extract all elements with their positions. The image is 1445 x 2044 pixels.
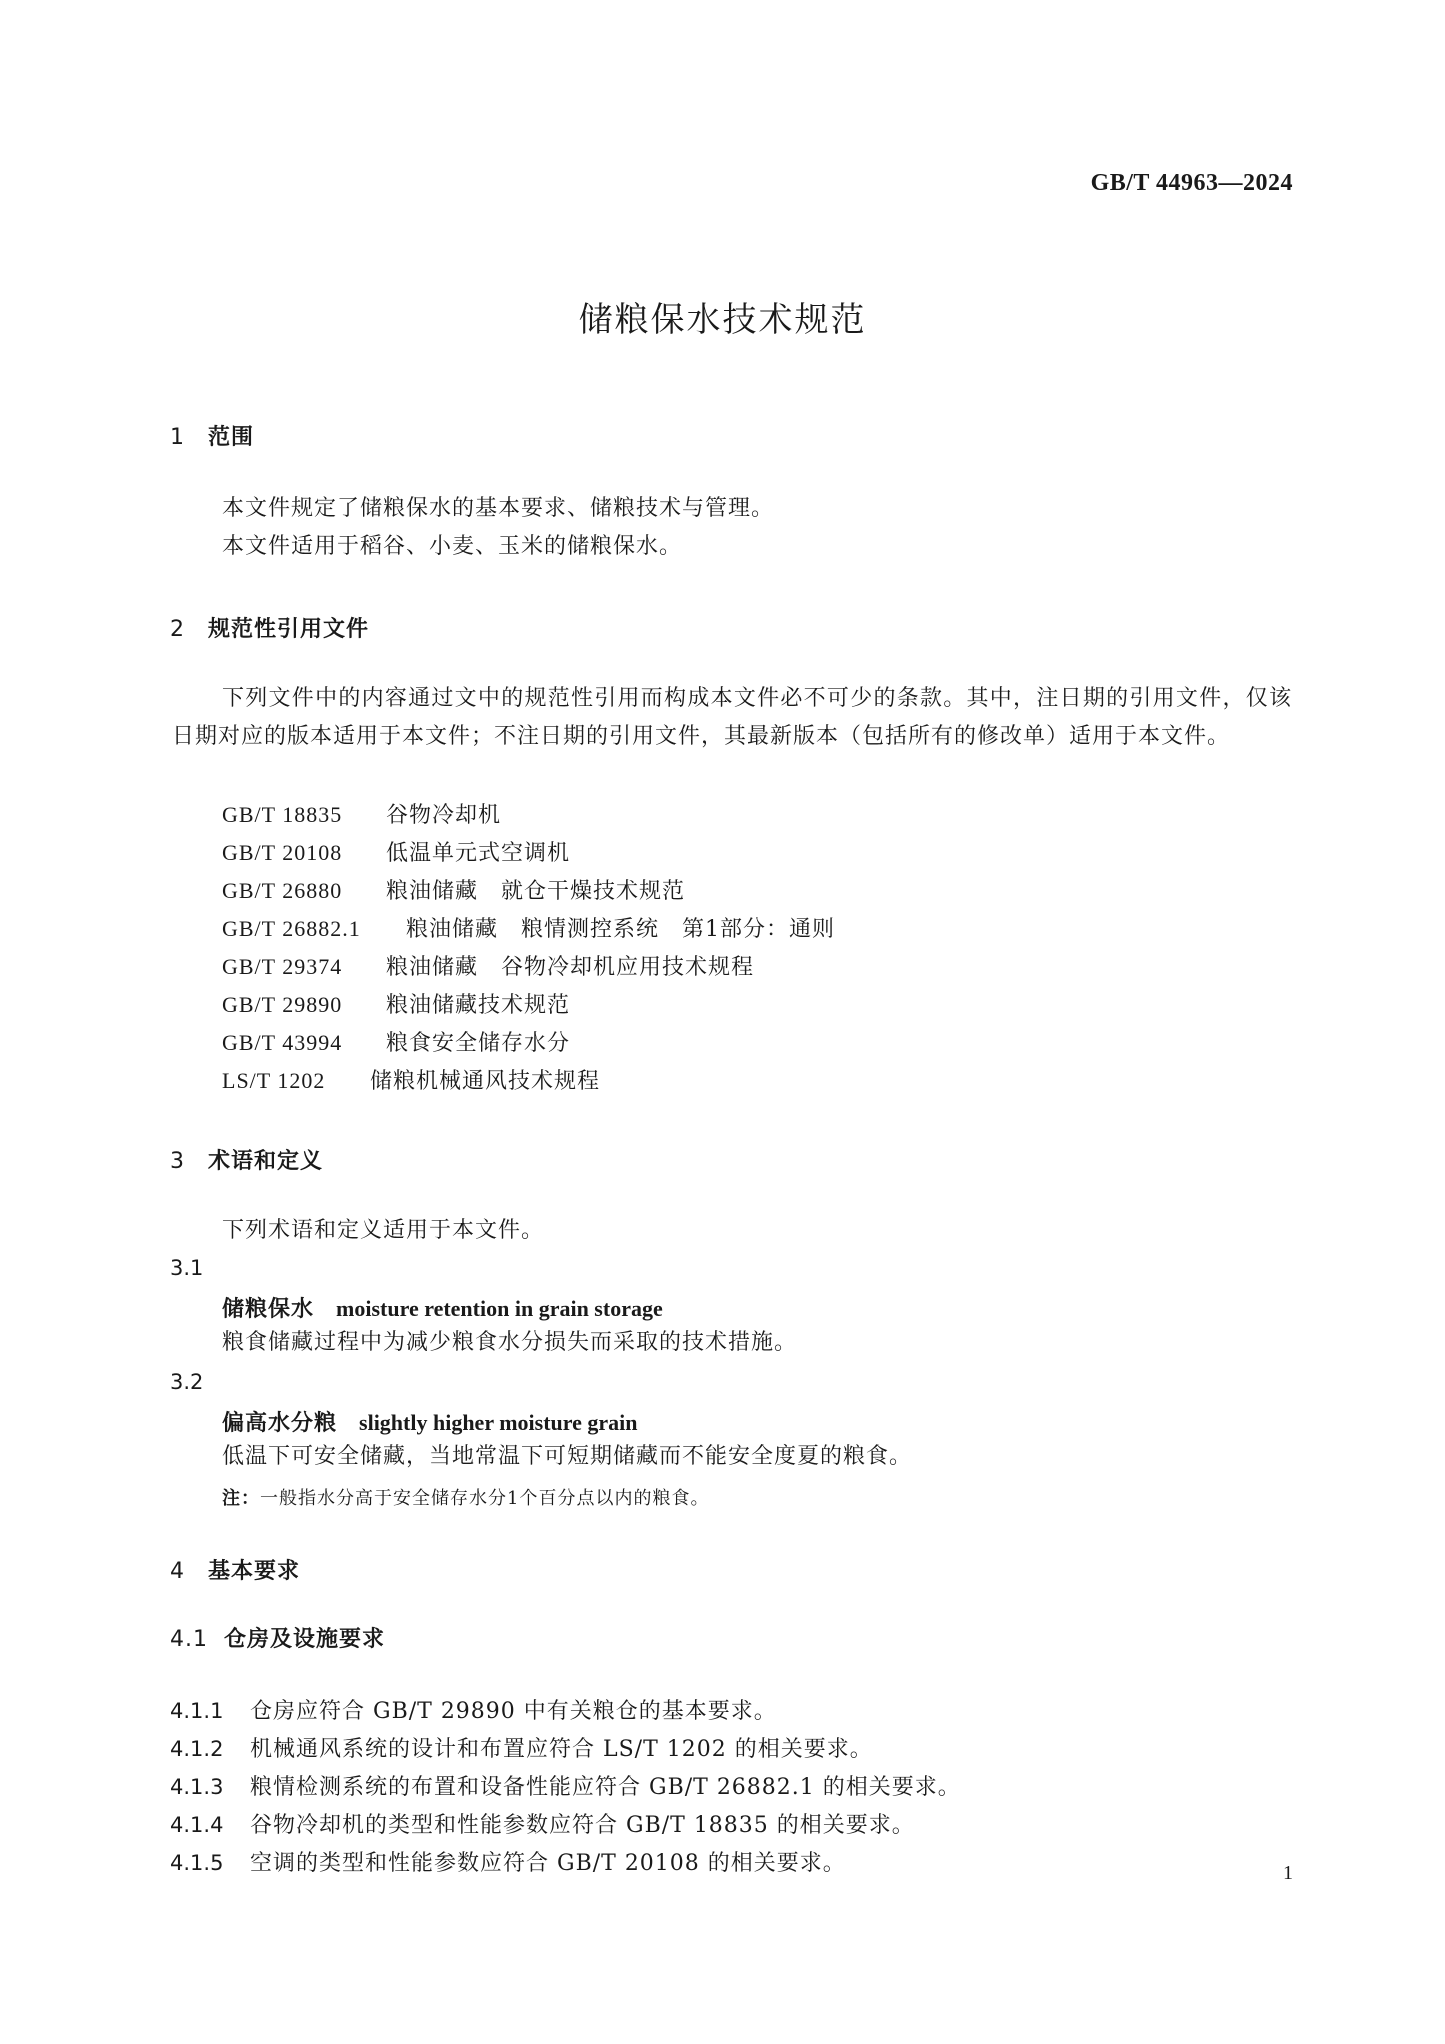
ref-code: GB/T 18835	[222, 802, 343, 827]
ref-code: GB/T 29374	[222, 954, 343, 979]
ref-item	[222, 1024, 570, 1063]
ref-code: GB/T 20108	[222, 840, 343, 865]
clause-text: 仓房应符合 GB/T 29890 中有关粮仓的基本要求。	[250, 1699, 777, 1724]
ref-item	[222, 834, 570, 873]
subsection-title: 仓房及设施要求	[224, 1627, 386, 1652]
ref-title: 储粮机械通风技术规程	[370, 1069, 601, 1094]
references-intro: 下列文件中的内容通过文中的规范性引用而构成本文件必不可少的条款。其中，注日期的引用文件，仅该日期对应的版本适用于本文件；不注日期的引用文件，其最新版本（包括所有的修改单）适用于本文件。	[172, 686, 1292, 749]
clause-number: 4.1.1	[170, 1699, 224, 1723]
scope-para-1: 本文件规定了储粮保水的基本要求、储粮技术与管理。	[222, 496, 775, 521]
ref-title: 粮油储藏技术规范	[386, 993, 571, 1018]
section-number: 3	[170, 1149, 185, 1174]
term-en: moisture retention in grain storage	[336, 1296, 663, 1321]
clause-number: 4.1.2	[170, 1737, 224, 1761]
section-number: 4	[170, 1559, 185, 1584]
clause-item	[170, 1732, 873, 1763]
page-number: 1	[1283, 1862, 1293, 1884]
ref-code: GB/T 29890	[222, 992, 343, 1017]
term-note	[222, 1484, 709, 1510]
term-entry	[222, 1406, 638, 1437]
section-2-heading	[170, 612, 369, 643]
section-4-heading	[170, 1554, 300, 1585]
ref-item	[222, 910, 835, 949]
clause-item	[170, 1808, 915, 1839]
term-number: 3.2	[170, 1370, 204, 1394]
clause-item	[170, 1694, 777, 1725]
subsection-number: 4.1	[170, 1627, 208, 1652]
ref-title: 粮食安全储存水分	[386, 1031, 571, 1056]
section-number: 2	[170, 617, 185, 642]
section-title: 范围	[208, 425, 255, 450]
term-zh: 储粮保水	[222, 1296, 315, 1322]
section-number: 1	[170, 425, 185, 450]
ref-title: 谷物冷却机	[386, 803, 502, 828]
term-zh: 偏高水分粮	[222, 1410, 338, 1436]
note-text: 一般指水分高于安全储存水分1个百分点以内的粮食。	[260, 1488, 710, 1509]
ref-code: GB/T 43994	[222, 1030, 343, 1055]
term-number: 3.1	[170, 1256, 204, 1280]
clause-text: 粮情检测系统的布置和设备性能应符合 GB/T 26882.1 的相关要求。	[250, 1775, 961, 1800]
ref-code: GB/T 26882.1	[222, 916, 361, 941]
terms-intro: 下列术语和定义适用于本文件。	[222, 1218, 545, 1243]
clause-text: 机械通风系统的设计和布置应符合 LS/T 1202 的相关要求。	[250, 1737, 873, 1762]
section-1-heading	[170, 420, 254, 451]
ref-item	[222, 796, 501, 835]
ref-title: 粮油储藏 就仓干燥技术规范	[386, 879, 686, 904]
ref-title: 粮油储藏 谷物冷却机应用技术规程	[386, 955, 755, 980]
term-entry	[222, 1292, 663, 1323]
ref-code: LS/T 1202	[222, 1068, 326, 1093]
section-3-heading	[170, 1144, 323, 1175]
standard-code: GB/T 44963—2024	[1090, 170, 1293, 196]
ref-item	[222, 872, 685, 911]
clause-number: 4.1.4	[170, 1813, 224, 1837]
clause-item	[170, 1846, 846, 1877]
subsection-4-1-heading	[170, 1622, 385, 1653]
clause-text: 空调的类型和性能参数应符合 GB/T 20108 的相关要求。	[250, 1851, 846, 1876]
clause-item	[170, 1770, 961, 1801]
document-title: 储粮保水技术规范	[578, 300, 867, 340]
scope-para-2: 本文件适用于稻谷、小麦、玉米的储粮保水。	[222, 534, 683, 559]
ref-item	[222, 986, 570, 1025]
term-en: slightly higher moisture grain	[359, 1410, 638, 1435]
section-title: 规范性引用文件	[208, 617, 370, 642]
clause-text: 谷物冷却机的类型和性能参数应符合 GB/T 18835 的相关要求。	[250, 1813, 915, 1838]
ref-title: 低温单元式空调机	[386, 841, 571, 866]
term-definition: 低温下可安全储藏，当地常温下可短期储藏而不能安全度夏的粮食。	[222, 1444, 913, 1469]
note-label: 注：	[222, 1488, 260, 1509]
clause-number: 4.1.3	[170, 1775, 224, 1799]
clause-number: 4.1.5	[170, 1851, 224, 1875]
ref-item	[222, 1062, 600, 1101]
ref-item	[222, 948, 754, 987]
ref-title: 粮油储藏 粮情测控系统 第1部分：通则	[406, 917, 835, 942]
term-definition: 粮食储藏过程中为减少粮食水分损失而采取的技术措施。	[222, 1330, 798, 1355]
section-title: 术语和定义	[208, 1149, 324, 1174]
section-title: 基本要求	[208, 1559, 301, 1584]
ref-code: GB/T 26880	[222, 878, 343, 903]
